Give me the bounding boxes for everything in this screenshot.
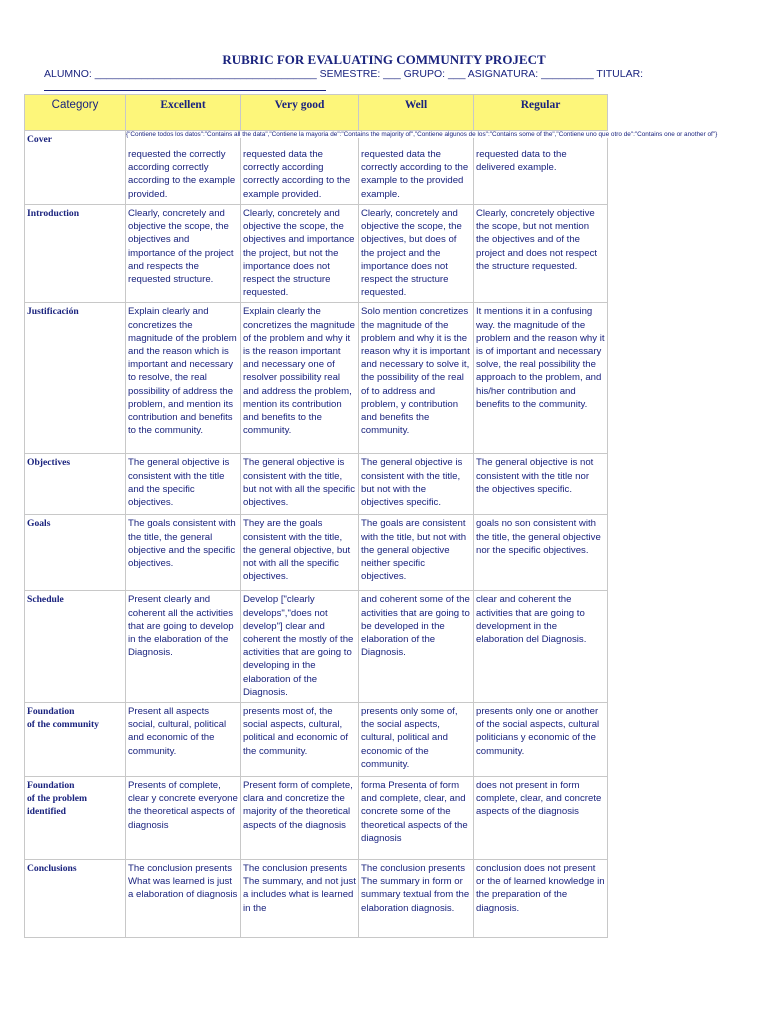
- page-title: RUBRIC FOR EVALUATING COMMUNITY PROJECT: [222, 52, 546, 67]
- excellent-cell: The goals consistent with the title, the general objective and the specific objectives.: [126, 515, 241, 591]
- regular-cell: goals no son consistent with the title, the general objective nor the specific objectives.: [474, 515, 608, 591]
- excellent-cell: Presents of complete, clear y concrete everyone the theoretical aspects of diagnosis: [126, 777, 241, 860]
- table-row: [25, 860, 608, 938]
- regular-cell: [474, 131, 608, 205]
- regular-cell: It mentions it in a confusing way. the magnitude of the problem and the reason why it is of important and necessary solve, the real possibility the approach to the problem, and his/her contribution and benefits to the community.: [474, 303, 608, 454]
- well-text: requested data the correctly according to the example to the provided example.: [361, 149, 469, 200]
- column-header-very-good: Very good: [241, 95, 359, 131]
- very-good-cell: Develop ["clearly develops","does not develop"] clear and coherent the mostly of the activities that are going to developing in the elaboration of the Diagnosis.: [241, 591, 359, 703]
- regular-cell: Clearly, concretely objective the scope, but not mention the objectives and of the project and does not respect the structure requested.: [474, 205, 608, 303]
- category-cell: Introduction: [25, 205, 126, 303]
- category-cell: Foundation of the community: [25, 703, 126, 777]
- well-cell: The general objective is consistent with the title, but not with the objectives specific.: [359, 454, 474, 515]
- category-cell: Foundation of the problem identified: [25, 777, 126, 860]
- table-row: [25, 777, 608, 860]
- category-cell: Conclusions: [25, 860, 126, 938]
- table-row: [25, 454, 608, 515]
- table-row: [25, 303, 608, 454]
- category-cell: Justificación: [25, 303, 126, 454]
- category-cell: Objectives: [25, 454, 126, 515]
- well-cell: The goals are consistent with the title, but not with the general objective neither specific objectives.: [359, 515, 474, 591]
- column-header-category: Category: [25, 95, 126, 131]
- regular-cell: clear and coherent the activities that are going to development in the elaboration del Diagnosis.: [474, 591, 608, 703]
- regular-cell: conclusion does not present or the of learned knowledge in the preparation of the diagnosis.: [474, 860, 608, 938]
- rubric-header-row: [25, 95, 608, 131]
- very-good-cell: Clearly, concretely and objective the scope, the objectives and importance the project, but not the importance does not respect the structure requested.: [241, 205, 359, 303]
- rubric-table: [24, 94, 608, 938]
- very-good-cell: They are the goals consistent with the title, the general objective, but not with all the specific objectives.: [241, 515, 359, 591]
- very-good-cell: Present form of complete, clara and concretize the majority of the theoretical aspects of the diagnosis: [241, 777, 359, 860]
- student-info-line: ALUMNO: ______________________________________ SEMESTRE: ___ GRUPO: ___ ASIGNATURA: _________ TITULAR:: [44, 68, 644, 80]
- excellent-cell: The general objective is consistent with the title and the specific objectives.: [126, 454, 241, 515]
- table-row: [25, 131, 608, 205]
- well-cell: The conclusion presents The summary in form or summary textual from the elaboration diagnosis.: [359, 860, 474, 938]
- table-row: [25, 515, 608, 591]
- table-row: [25, 205, 608, 303]
- category-cell: Cover: [25, 131, 126, 205]
- well-cell: presents only some of, the social aspects, cultural, political and economic of the community.: [359, 703, 474, 777]
- column-header-well: Well: [359, 95, 474, 131]
- regular-cell: presents only one or another of the social aspects, cultural politicians y economic of the community.: [474, 703, 608, 777]
- excellent-text: requested the correctly according correctly according to the example provided.: [128, 149, 236, 200]
- category-cell: Schedule: [25, 591, 126, 703]
- cover-translation-note: {"Contiene todos los datos":"Contains all the data","Contiene la mayoria de":"Contains the majority of","Contiene algunos de los":"Contains some of the","Contiene uno que otro de":"Contains one or another of"}: [126, 131, 766, 138]
- very-good-cell: Explain clearly the concretizes the magnitude of the problem and why it is the reason important and necessary one of resolver possibility real and address the problem, mention its contribution and benefits to the community.: [241, 303, 359, 454]
- table-row: [25, 703, 608, 777]
- very-good-cell: The conclusion presents The summary, and not just a includes what is learned in the: [241, 860, 359, 938]
- regular-cell: does not present in form complete, clear, and concrete aspects of the diagnosis: [474, 777, 608, 860]
- regular-text: requested data to the delivered example.: [476, 149, 567, 174]
- table-row: [25, 591, 608, 703]
- regular-cell: The general objective is not consistent with the title nor the objectives specific.: [474, 454, 608, 515]
- excellent-cell: Present clearly and coherent all the activities that are going to develop in the elaboration of the Diagnosis.: [126, 591, 241, 703]
- excellent-cell: [126, 131, 241, 205]
- well-cell: forma Presenta of form and complete, clear, and concrete some of the theoretical aspects of the diagnosis: [359, 777, 474, 860]
- excellent-cell: Explain clearly and concretizes the magnitude of the problem and the reason which is important and necessary to resolve, the real possibility of address the problem, and mention its contribution and benefits to the community.: [126, 303, 241, 454]
- well-cell: Clearly, concretely and objective the scope, the objectives, but does of the project and the importance does not respect the structure requested.: [359, 205, 474, 303]
- category-cell: Goals: [25, 515, 126, 591]
- well-cell: [359, 131, 474, 205]
- blank-underline: [44, 90, 326, 91]
- very-good-cell: The general objective is consistent with the title, but not with all the specific objectives.: [241, 454, 359, 515]
- very-good-cell: [241, 131, 359, 205]
- very-good-cell: presents most of, the social aspects, cultural, political and economic of the community.: [241, 703, 359, 777]
- excellent-cell: Clearly, concretely and objective the scope, the objectives and importance of the project and respects the requested structure.: [126, 205, 241, 303]
- excellent-cell: The conclusion presents What was learned is just a elaboration of diagnosis: [126, 860, 241, 938]
- well-cell: and coherent some of the activities that are going to be developed in the elaboration of the Diagnosis.: [359, 591, 474, 703]
- very-good-text: requested data the correctly according correctly according to the example provided.: [243, 149, 351, 200]
- excellent-cell: Present all aspects social, cultural, political and economic of the community.: [126, 703, 241, 777]
- well-cell: Solo mention concretizes the magnitude of the problem and why it is the reason why it is important and necessary to solve it, the possibility of the real of to address and problem, y contribution and benefits the community.: [359, 303, 474, 454]
- column-header-excellent: Excellent: [126, 95, 241, 131]
- column-header-regular: Regular: [474, 95, 608, 131]
